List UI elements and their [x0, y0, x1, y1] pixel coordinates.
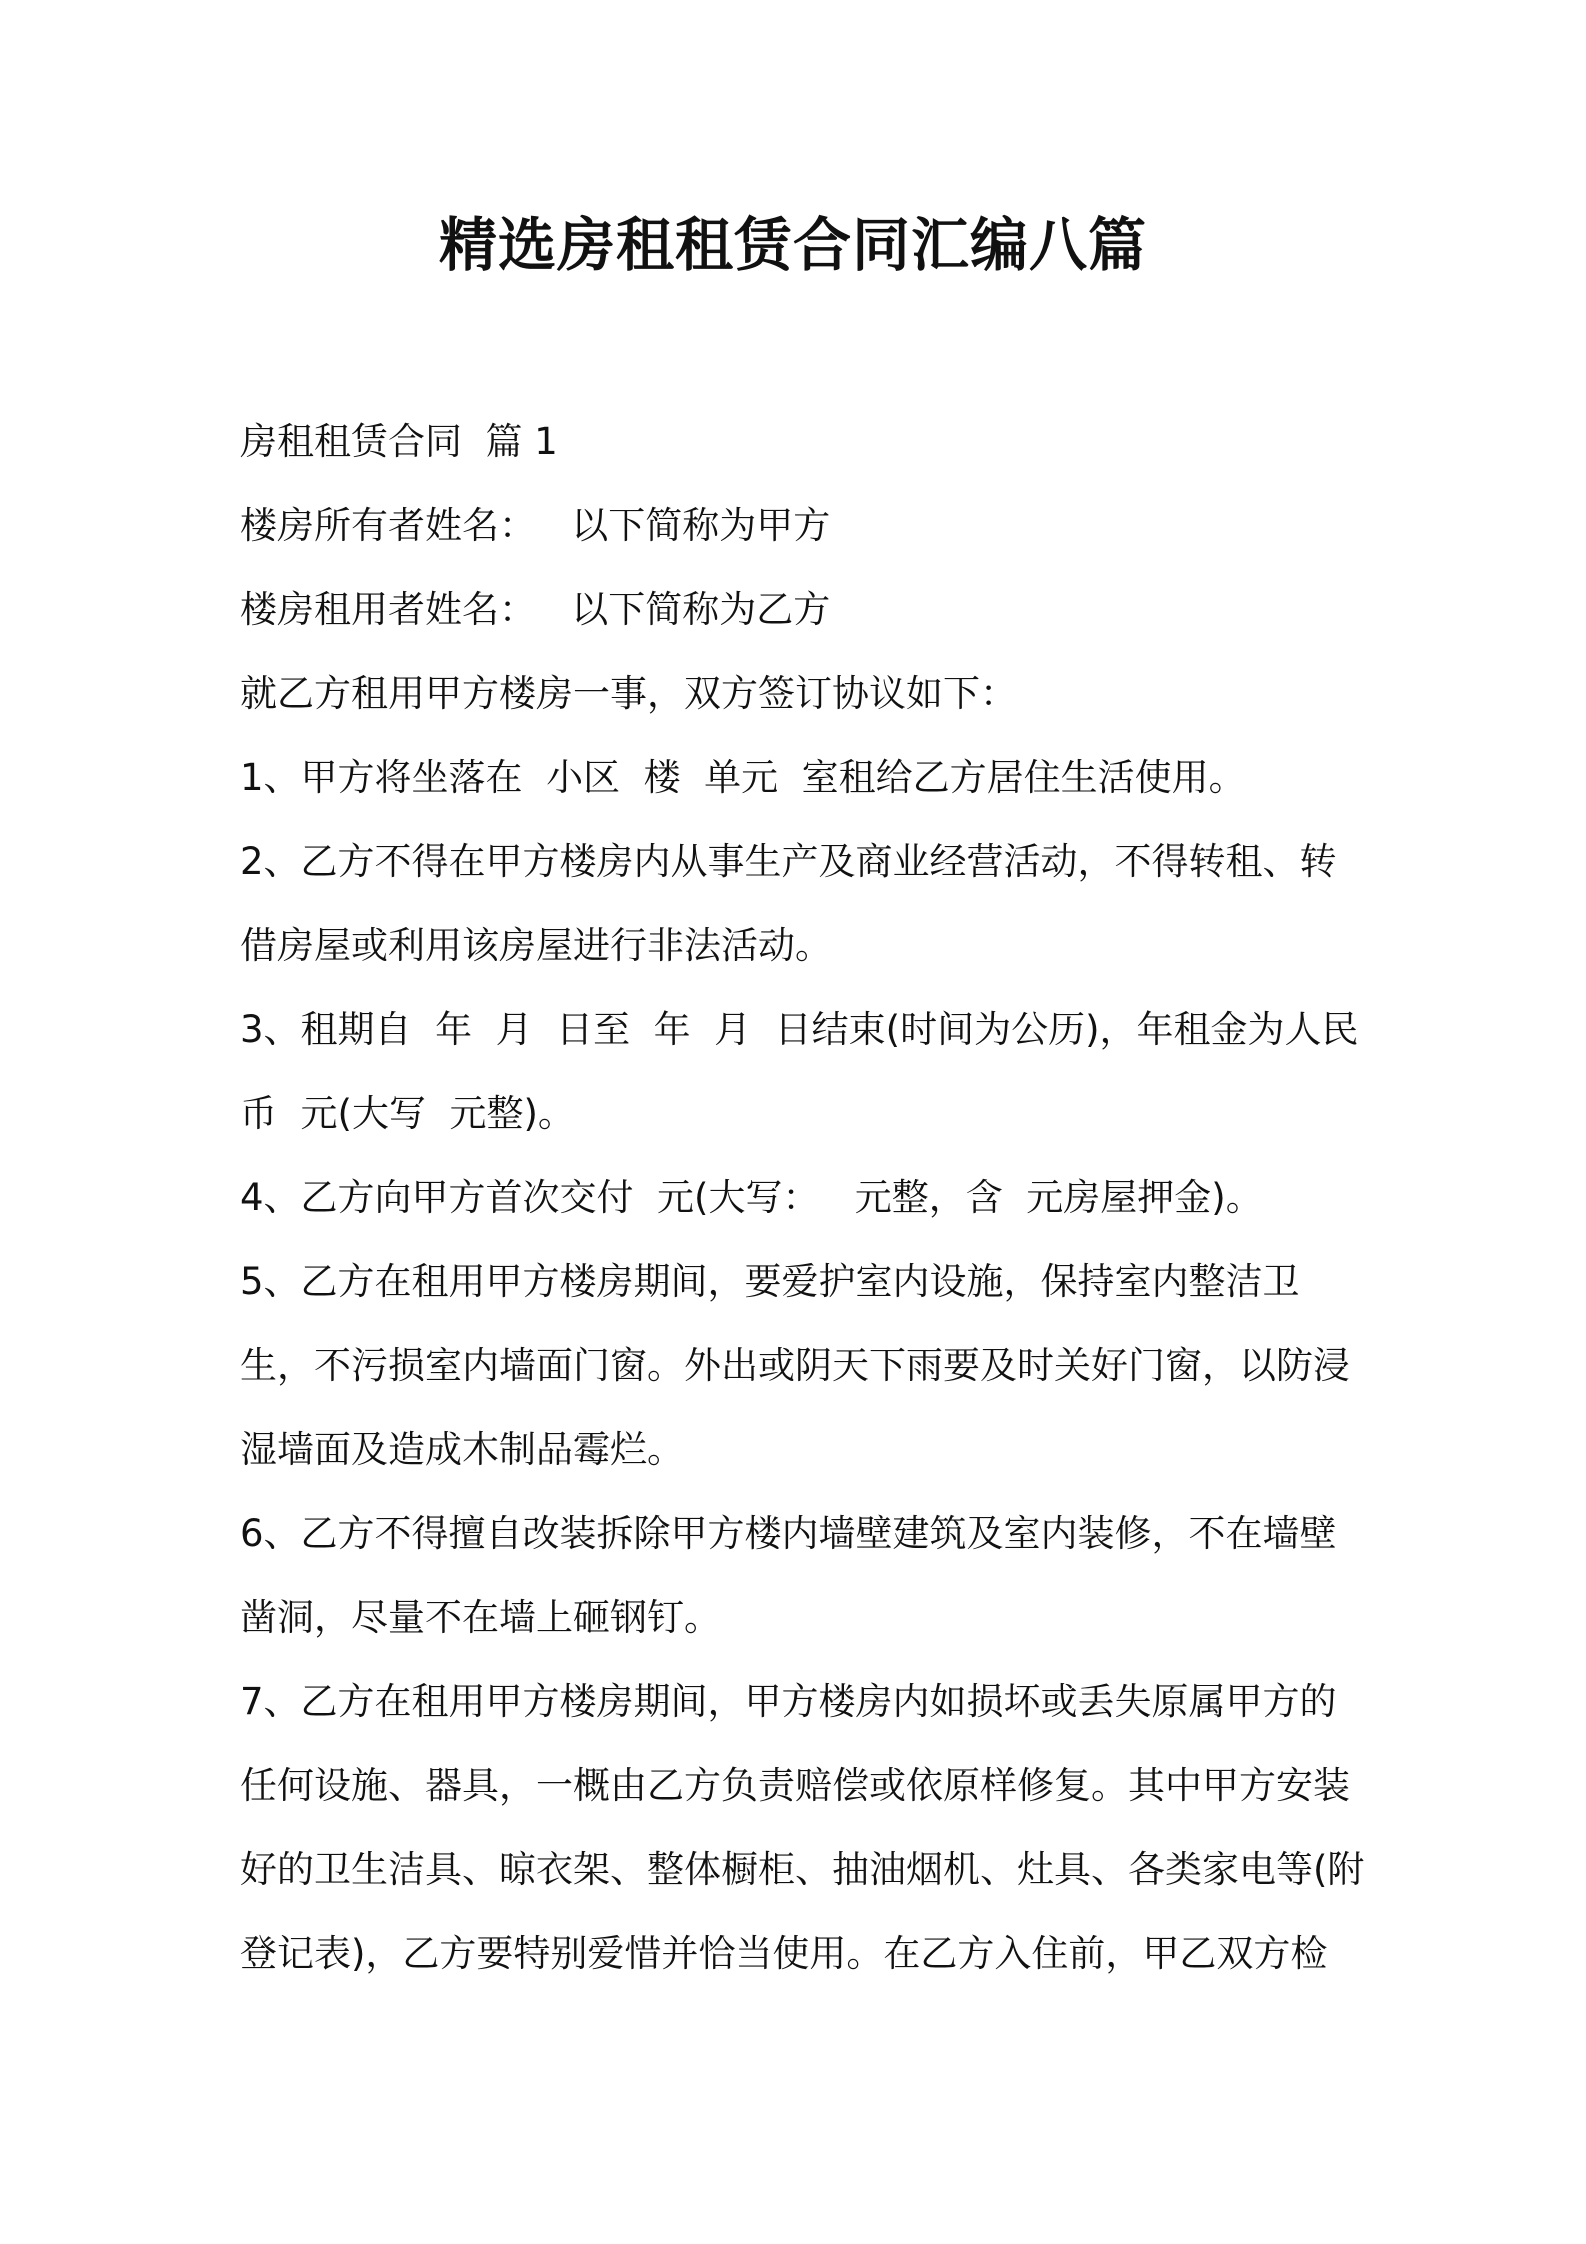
clause-6: 6、乙方不得擅自改装拆除甲方楼内墙壁建筑及室内装修，不在墙壁凿洞，尽量不在墙上砸钢钉。 — [240, 1512, 1337, 1639]
clause-7: 7、乙方在租用甲方楼房期间，甲方楼房内如损坏或丢失原属甲方的任何设施、器具，一概由乙方负责赔偿或依原样修复。其中甲方安装好的卫生洁具、晾衣架、整体橱柜、抽油烟机、灶具、各类家电等(附登记表)，乙方要特别爱惜并恰当使用。在乙方入住前，甲乙双方检 — [240, 1680, 1365, 1975]
tenant-name-line: 楼房租用者姓名： 以下简称为乙方 — [240, 588, 831, 631]
agreement-intro: 就乙方租用甲方楼房一事，双方签订协议如下： — [240, 672, 1017, 715]
clause-5: 5、乙方在租用甲方楼房期间，要爱护室内设施，保持室内整洁卫生，不污损室内墙面门窗。外出或阴天下雨要及时关好门窗，以防浸湿墙面及造成木制品霉烂。 — [240, 1260, 1350, 1471]
owner-name-line: 楼房所有者姓名： 以下简称为甲方 — [240, 504, 831, 547]
clause-3: 3、租期自 年 月 日至 年 月 日结束(时间为公历)，年租金为人民币 元(大写 元整)。 — [240, 1008, 1359, 1135]
section-heading: 房租租赁合同 篇 1 — [240, 420, 558, 463]
document-body — [240, 400, 1370, 1996]
clause-4: 4、乙方向甲方首次交付 元(大写： 元整，含 元房屋押金)。 — [240, 1176, 1263, 1219]
document-title: 精选房租租赁合同汇编八篇 — [438, 211, 1147, 279]
clause-2: 2、乙方不得在甲方楼房内从事生产及商业经营活动，不得转租、转借房屋或利用该房屋进行非法活动。 — [240, 840, 1337, 967]
clause-1: 1、甲方将坐落在 小区 楼 单元 室租给乙方居住生活使用。 — [240, 756, 1246, 799]
